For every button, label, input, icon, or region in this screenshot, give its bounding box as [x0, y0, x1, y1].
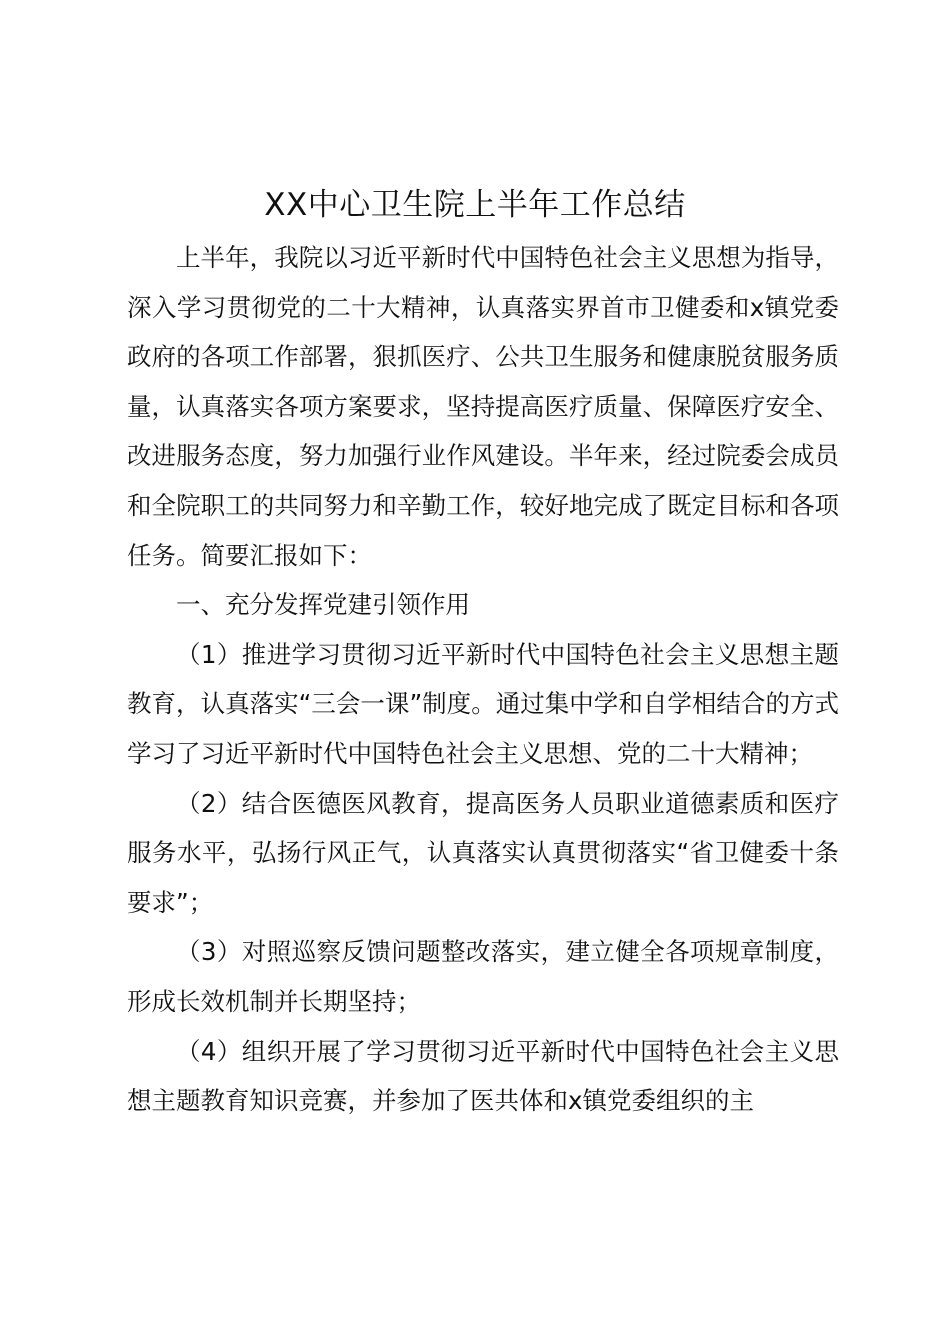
- section-heading: 一、充分发挥党建引领作用: [176, 590, 470, 620]
- list-item: （2）结合医德医风教育，提高医务人员职业道德素质和医疗服务水平，弘扬行风正气，认真落实认真贯彻落实“省卫健委十条要求”；: [127, 788, 839, 917]
- list-item: （3）对照巡察反馈问题整改落实，建立健全各项规章制度，形成长效机制并长期坚持；: [127, 937, 839, 1016]
- list-item: （4）组织开展了学习贯彻习近平新时代中国特色社会主义思想主题教育知识竞赛，并参加了医共体和x镇党委组织的主: [127, 1036, 839, 1116]
- document-title: XX中心卫生院上半年工作总结: [264, 187, 686, 223]
- intro-paragraph: 上半年，我院以习近平新时代中国特色社会主义思想为指导，深入学习贯彻党的二十大精神，认真落实界首市卫健委和x镇党委政府的各项工作部署，狠抓医疗、公共卫生服务和健康脱贫服务质量，认真落实各项方案要求，坚持提高医疗质量、保障医疗安全、改进服务态度，努力加强行业作风建设。半年来，经过院委会成员和全院职工的共同努力和辛勤工作，较好地完成了既定目标和各项任务。简要汇报如下：: [127, 243, 839, 570]
- document-body: [127, 233, 839, 1126]
- list-item: （1）推进学习贯彻习近平新时代中国特色社会主义思想主题教育，认真落实“三会一课”制度。通过集中学和自学相结合的方式学习了习近平新时代中国特色社会主义思想、党的二十大精神；: [127, 639, 839, 768]
